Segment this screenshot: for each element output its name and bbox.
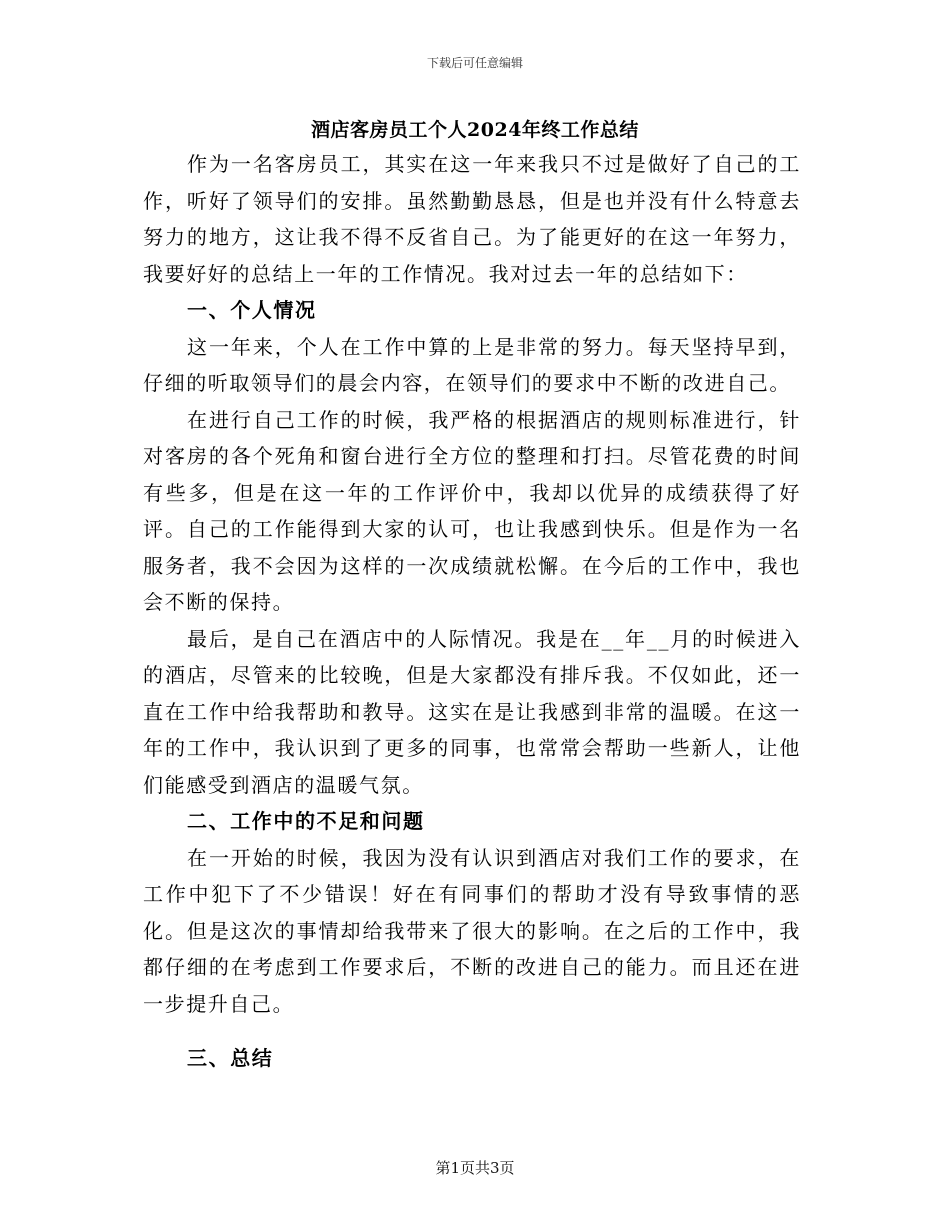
header-note: 下载后可任意编辑 [426, 56, 523, 70]
section-heading-shortcomings: 二、工作中的不足和问题 [187, 809, 425, 833]
page-indicator: 第1页共3页 [435, 1159, 515, 1177]
document-body [143, 146, 801, 1077]
intro-paragraph: 作为一名客房员工，其实在这一年来我只不过是做好了自己的工作，听好了领导们的安排。虽然勤勤恳恳，但是也并没有什么特意去努力的地方，这让我不得不反省自己。为了能更好的在这一年努力，我要好好的总结上一年的工作情况。我对过去一年的总结如下： [143, 152, 801, 286]
section-heading-summary: 三、总结 [187, 1046, 274, 1070]
section1-paragraph-3: 最后，是自己在酒店中的人际情况。我是在__年__月的时候进入的酒店，尽管来的比较晚，但是大家都没有排斥我。不仅如此，还一直在工作中给我帮助和教导。这实在是让我感到非常的温暖。在这一年的工作中，我认识到了更多的同事，也常常会帮助一些新人，让他们能感受到酒店的温暖气氛。 [143, 626, 801, 797]
section-heading-personal: 一、个人情况 [187, 298, 317, 322]
document-title: 酒店客房员工个人2024年终工作总结 [311, 119, 639, 141]
section1-paragraph-1: 这一年来，个人在工作中算的上是非常的努力。每天坚持早到，仔细的听取领导们的晨会内容，在领导们的要求中不断的改进自己。 [143, 334, 801, 395]
section2-paragraph-1: 在一开始的时候，我因为没有认识到酒店对我们工作的要求，在工作中犯下了不少错误！好在有同事们的帮助才没有导致事情的恶化。但是这次的事情却给我带来了很大的影响。在之后的工作中，我都仔细的在考虑到工作要求后，不断的改进自己的能力。而且还在进一步提升自己。 [143, 845, 801, 1016]
section1-paragraph-2: 在进行自己工作的时候，我严格的根据酒店的规则标准进行，针对客房的各个死角和窗台进行全方位的整理和打扫。尽管花费的时间有些多，但是在这一年的工作评价中，我却以优异的成绩获得了好评。自己的工作能得到大家的认可，也让我感到快乐。但是作为一名服务者，我不会因为这样的一次成绩就松懈。在今后的工作中，我也会不断的保持。 [143, 407, 801, 614]
